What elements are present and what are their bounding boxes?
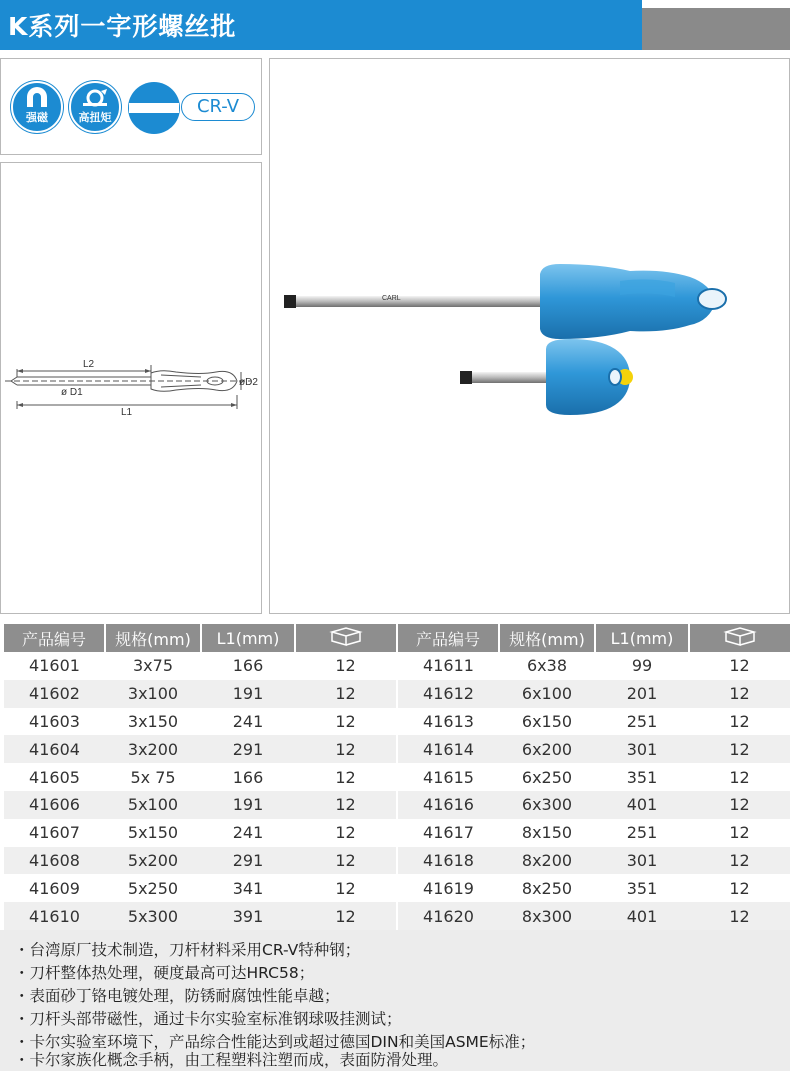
note-item: ・表面砂丁铬电镀处理，防锈耐腐蚀性能卓越； <box>14 987 340 1005</box>
table-row <box>398 763 790 791</box>
col-header-length: L1(mm) <box>201 624 295 652</box>
product-photo-panel <box>269 58 790 614</box>
table-cell: 8x200 <box>499 847 595 875</box>
table-cell: 41612 <box>398 680 499 708</box>
screwdriver-illustration <box>270 59 789 613</box>
spec-table-left <box>4 624 396 930</box>
table-cell: 301 <box>595 735 689 763</box>
table-cell: 191 <box>201 680 295 708</box>
magnetic-label: 强磁 <box>26 111 48 124</box>
table-cell: 3x75 <box>105 652 201 680</box>
table-row <box>4 902 396 930</box>
label-d1: ø D1 <box>61 387 83 398</box>
table-cell: 41608 <box>4 847 105 875</box>
table-row <box>4 680 396 708</box>
table-cell: 41617 <box>398 819 499 847</box>
table-cell: 8x150 <box>499 819 595 847</box>
table-cell: 5x 75 <box>105 763 201 791</box>
torque-icon <box>81 87 109 109</box>
table-cell: 6x250 <box>499 763 595 791</box>
col-header-box <box>295 624 396 652</box>
table-cell: 41610 <box>4 902 105 930</box>
table-cell: 12 <box>295 902 396 930</box>
note-item: ・台湾原厂技术制造，刀杆材料采用CR-V特种钢； <box>14 941 361 959</box>
long-screwdriver <box>284 264 726 339</box>
table-cell: 12 <box>295 791 396 819</box>
table-row <box>398 847 790 875</box>
table-cell: 251 <box>595 819 689 847</box>
table-row <box>4 819 396 847</box>
table-cell: 341 <box>201 874 295 902</box>
table-cell: 12 <box>689 902 790 930</box>
table-cell: 401 <box>595 902 689 930</box>
feature-notes <box>0 930 790 1071</box>
table-cell: 12 <box>689 791 790 819</box>
table-cell: 41604 <box>4 735 105 763</box>
note-item: ・卡尔家族化概念手柄，由工程塑料注塑而成，表面防滑处理。 <box>14 1051 449 1069</box>
slotted-tip-icon <box>127 81 181 135</box>
table-cell: 41601 <box>4 652 105 680</box>
torque-label: 高扭矩 <box>78 111 112 124</box>
table-cell: 201 <box>595 680 689 708</box>
table-cell: 291 <box>201 735 295 763</box>
table-cell: 8x250 <box>499 874 595 902</box>
note-item: ・刀杆整体热处理，硬度最高可达HRC58； <box>14 964 315 982</box>
table-row <box>4 874 396 902</box>
table-cell: 251 <box>595 708 689 736</box>
table-cell: 41616 <box>398 791 499 819</box>
table-row <box>4 791 396 819</box>
table-cell: 301 <box>595 847 689 875</box>
col-header-code: 产品编号 <box>4 624 105 652</box>
table-cell: 41611 <box>398 652 499 680</box>
table-row <box>4 735 396 763</box>
dimension-diagram <box>1 163 261 613</box>
feature-icons-panel <box>0 58 262 155</box>
table-cell: 241 <box>201 708 295 736</box>
table-cell: 12 <box>295 735 396 763</box>
crv-material-badge: CR-V <box>181 93 255 121</box>
box-icon <box>720 626 760 646</box>
col-header-code: 产品编号 <box>398 624 499 652</box>
table-cell: 3x150 <box>105 708 201 736</box>
label-l1: L1 <box>121 407 133 418</box>
table-row <box>398 652 790 680</box>
col-header-spec: 规格(mm) <box>499 624 595 652</box>
table-cell: 401 <box>595 791 689 819</box>
stubby-screwdriver <box>460 339 633 415</box>
table-cell: 12 <box>689 680 790 708</box>
table-cell: 41619 <box>398 874 499 902</box>
table-row <box>4 652 396 680</box>
torque-badge <box>69 81 121 133</box>
col-header-length: L1(mm) <box>595 624 689 652</box>
label-d2: øD2 <box>239 377 258 388</box>
magnetic-badge <box>11 81 63 133</box>
table-cell: 166 <box>201 763 295 791</box>
shaft-brand-text: CARL <box>382 295 401 302</box>
table-row <box>398 708 790 736</box>
table-cell: 5x300 <box>105 902 201 930</box>
table-cell: 41609 <box>4 874 105 902</box>
table-cell: 6x150 <box>499 708 595 736</box>
table-cell: 12 <box>689 847 790 875</box>
table-row <box>398 819 790 847</box>
note-item: ・刀杆头部带磁性，通过卡尔实验室标准钢球吸挂测试； <box>14 1010 402 1028</box>
table-cell: 5x150 <box>105 819 201 847</box>
table-cell: 12 <box>689 735 790 763</box>
table-cell: 12 <box>295 874 396 902</box>
dimension-diagram-panel <box>0 162 262 614</box>
col-header-box <box>689 624 790 652</box>
table-row <box>4 847 396 875</box>
table-cell: 12 <box>295 847 396 875</box>
table-cell: 12 <box>689 652 790 680</box>
table-row <box>398 735 790 763</box>
table-cell: 12 <box>689 763 790 791</box>
table-cell: 41606 <box>4 791 105 819</box>
table-cell: 291 <box>201 847 295 875</box>
table-cell: 41620 <box>398 902 499 930</box>
table-row <box>4 763 396 791</box>
table-cell: 191 <box>201 791 295 819</box>
label-l2: L2 <box>83 359 95 370</box>
spec-table-right <box>398 624 790 930</box>
table-cell: 41614 <box>398 735 499 763</box>
table-cell: 12 <box>295 680 396 708</box>
table-cell: 241 <box>201 819 295 847</box>
table-row <box>398 902 790 930</box>
header-accent <box>642 8 790 50</box>
table-row <box>398 791 790 819</box>
table-cell: 12 <box>689 874 790 902</box>
table-cell: 12 <box>689 708 790 736</box>
table-cell: 41613 <box>398 708 499 736</box>
table-cell: 5x250 <box>105 874 201 902</box>
table-row <box>4 708 396 736</box>
page-title: K系列一字形螺丝批 <box>8 12 237 41</box>
col-header-spec: 规格(mm) <box>105 624 201 652</box>
table-cell: 166 <box>201 652 295 680</box>
table-cell: 41618 <box>398 847 499 875</box>
table-cell: 41607 <box>4 819 105 847</box>
table-cell: 41615 <box>398 763 499 791</box>
table-cell: 12 <box>295 652 396 680</box>
table-cell: 41602 <box>4 680 105 708</box>
table-cell: 8x300 <box>499 902 595 930</box>
table-cell: 5x100 <box>105 791 201 819</box>
table-cell: 3x100 <box>105 680 201 708</box>
table-cell: 6x300 <box>499 791 595 819</box>
table-cell: 99 <box>595 652 689 680</box>
table-cell: 41605 <box>4 763 105 791</box>
table-cell: 6x200 <box>499 735 595 763</box>
note-item: ・卡尔实验室环境下，产品综合性能达到或超过德国DIN和美国ASME标准； <box>14 1033 536 1051</box>
table-cell: 351 <box>595 874 689 902</box>
table-cell: 5x200 <box>105 847 201 875</box>
table-cell: 41603 <box>4 708 105 736</box>
table-cell: 12 <box>295 763 396 791</box>
table-row <box>398 680 790 708</box>
magnet-icon <box>23 87 51 109</box>
table-cell: 6x100 <box>499 680 595 708</box>
table-cell: 3x200 <box>105 735 201 763</box>
table-cell: 12 <box>295 819 396 847</box>
table-row <box>398 874 790 902</box>
table-cell: 12 <box>295 708 396 736</box>
table-cell: 351 <box>595 763 689 791</box>
table-cell: 391 <box>201 902 295 930</box>
box-icon <box>326 626 366 646</box>
table-cell: 12 <box>689 819 790 847</box>
table-cell: 6x38 <box>499 652 595 680</box>
